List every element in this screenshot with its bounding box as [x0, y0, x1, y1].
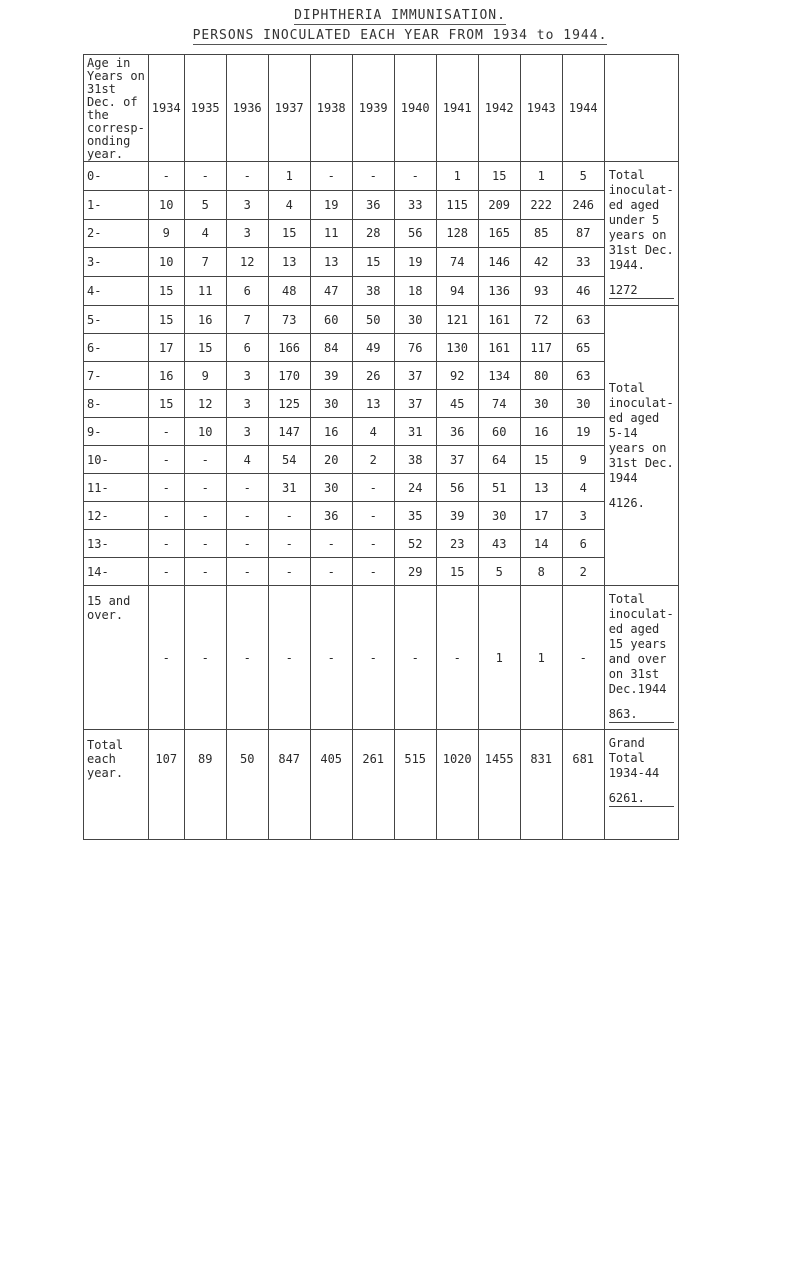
- count-cell: -: [184, 446, 226, 474]
- count-cell: 33: [562, 248, 604, 277]
- count-cell: 15: [148, 306, 184, 334]
- count-cell: 146: [478, 248, 520, 277]
- count-cell: 31: [394, 418, 436, 446]
- count-cell: 16: [184, 306, 226, 334]
- age-group-label: 15 and over.: [84, 586, 149, 730]
- count-cell: 30: [520, 390, 562, 418]
- count-cell: 15: [352, 248, 394, 277]
- count-cell: 7: [184, 248, 226, 277]
- count-cell: 17: [520, 502, 562, 530]
- age-group-label: 13-: [84, 530, 149, 558]
- count-cell: 13: [352, 390, 394, 418]
- count-cell: 16: [148, 362, 184, 390]
- side-note-age5_14: [604, 306, 678, 586]
- table-row: [84, 558, 679, 586]
- count-cell: 30: [394, 306, 436, 334]
- year-header: 1939: [352, 55, 394, 162]
- count-cell: 43: [478, 530, 520, 558]
- count-cell: -: [352, 558, 394, 586]
- count-cell: 117: [520, 334, 562, 362]
- side-note-text: Total inoculat- ed aged under 5 years on 31st Dec. 1944.: [608, 168, 674, 272]
- count-cell: 74: [436, 248, 478, 277]
- count-cell: 42: [520, 248, 562, 277]
- count-cell: -: [184, 474, 226, 502]
- count-cell: 64: [478, 446, 520, 474]
- count-cell: 46: [562, 277, 604, 306]
- table-row: [84, 530, 679, 558]
- count-cell: 6: [562, 530, 604, 558]
- count-cell: 37: [394, 390, 436, 418]
- total-cell: 831: [520, 730, 562, 840]
- table-row-totals: [84, 730, 679, 840]
- notes-column-header: [604, 55, 678, 162]
- year-header: 1934: [148, 55, 184, 162]
- inoculation-table: [83, 54, 679, 840]
- age-group-label: 0-: [84, 162, 149, 191]
- count-cell: 37: [394, 362, 436, 390]
- count-cell: 8: [520, 558, 562, 586]
- count-cell: -: [310, 586, 352, 730]
- count-cell: 38: [394, 446, 436, 474]
- count-cell: 63: [562, 306, 604, 334]
- count-cell: 15: [268, 219, 310, 248]
- year-header: 1937: [268, 55, 310, 162]
- count-cell: -: [562, 586, 604, 730]
- count-cell: 87: [562, 219, 604, 248]
- table-row: [84, 248, 679, 277]
- count-cell: 13: [268, 248, 310, 277]
- count-cell: 165: [478, 219, 520, 248]
- total-cell: 50: [226, 730, 268, 840]
- count-cell: 16: [310, 418, 352, 446]
- count-cell: 1: [436, 162, 478, 191]
- count-cell: 38: [352, 277, 394, 306]
- count-cell: 161: [478, 306, 520, 334]
- count-cell: -: [268, 586, 310, 730]
- side-note-grand-total: [604, 730, 678, 840]
- total-cell: 847: [268, 730, 310, 840]
- side-note-total: 6261.: [609, 791, 674, 807]
- count-cell: -: [148, 418, 184, 446]
- table-row: [84, 362, 679, 390]
- count-cell: 15: [520, 446, 562, 474]
- count-cell: -: [184, 586, 226, 730]
- total-cell: 261: [352, 730, 394, 840]
- count-cell: 16: [520, 418, 562, 446]
- year-header: 1935: [184, 55, 226, 162]
- age-group-label: 3-: [84, 248, 149, 277]
- total-cell: 1455: [478, 730, 520, 840]
- count-cell: 2: [562, 558, 604, 586]
- age-group-label: 11-: [84, 474, 149, 502]
- count-cell: 17: [148, 334, 184, 362]
- count-cell: 48: [268, 277, 310, 306]
- table-row: [84, 162, 679, 191]
- count-cell: -: [394, 586, 436, 730]
- count-cell: -: [184, 502, 226, 530]
- side-note-total: 863.: [609, 707, 674, 723]
- page-title: DIPHTHERIA IMMUNISATION.: [294, 8, 506, 23]
- count-cell: 246: [562, 190, 604, 219]
- count-cell: -: [352, 162, 394, 191]
- age-group-label: 9-: [84, 418, 149, 446]
- count-cell: 56: [394, 219, 436, 248]
- count-cell: 30: [478, 502, 520, 530]
- count-cell: -: [148, 502, 184, 530]
- count-cell: 19: [310, 190, 352, 219]
- count-cell: 50: [352, 306, 394, 334]
- count-cell: 45: [436, 390, 478, 418]
- total-cell: 681: [562, 730, 604, 840]
- count-cell: -: [148, 162, 184, 191]
- side-note-text: Grand Total 1934-44: [608, 736, 660, 780]
- total-cell: 89: [184, 730, 226, 840]
- count-cell: 30: [310, 474, 352, 502]
- header-row: [84, 55, 679, 162]
- count-cell: 15: [148, 390, 184, 418]
- count-cell: -: [352, 474, 394, 502]
- count-cell: -: [436, 586, 478, 730]
- count-cell: -: [268, 530, 310, 558]
- count-cell: 63: [562, 362, 604, 390]
- count-cell: 5: [562, 162, 604, 191]
- count-cell: 29: [394, 558, 436, 586]
- page-subtitle: PERSONS INOCULATED EACH YEAR FROM 1934 to 1944.: [192, 28, 608, 43]
- total-cell: 1020: [436, 730, 478, 840]
- count-cell: 80: [520, 362, 562, 390]
- count-cell: 36: [310, 502, 352, 530]
- count-cell: 13: [520, 474, 562, 502]
- count-cell: 12: [184, 390, 226, 418]
- count-cell: 3: [226, 362, 268, 390]
- table-row: [84, 219, 679, 248]
- count-cell: 93: [520, 277, 562, 306]
- count-cell: 73: [268, 306, 310, 334]
- count-cell: 11: [310, 219, 352, 248]
- count-cell: 222: [520, 190, 562, 219]
- count-cell: 4: [352, 418, 394, 446]
- count-cell: 3: [226, 418, 268, 446]
- table-row: [84, 277, 679, 306]
- count-cell: 60: [478, 418, 520, 446]
- count-cell: 19: [562, 418, 604, 446]
- count-cell: 3: [226, 219, 268, 248]
- table-row: [84, 418, 679, 446]
- count-cell: -: [148, 530, 184, 558]
- age-group-label: 4-: [84, 277, 149, 306]
- year-header: 1940: [394, 55, 436, 162]
- year-header: 1941: [436, 55, 478, 162]
- count-cell: 24: [394, 474, 436, 502]
- count-cell: 3: [226, 190, 268, 219]
- count-cell: 147: [268, 418, 310, 446]
- table-row: [84, 306, 679, 334]
- count-cell: -: [226, 586, 268, 730]
- age-group-label: 5-: [84, 306, 149, 334]
- count-cell: 26: [352, 362, 394, 390]
- count-cell: 92: [436, 362, 478, 390]
- count-cell: 15: [184, 334, 226, 362]
- count-cell: 4: [562, 474, 604, 502]
- table-row: [84, 474, 679, 502]
- count-cell: -: [148, 558, 184, 586]
- count-cell: 134: [478, 362, 520, 390]
- side-note-under5: [604, 162, 678, 306]
- age-group-label: 8-: [84, 390, 149, 418]
- age-group-label: 12-: [84, 502, 149, 530]
- count-cell: 121: [436, 306, 478, 334]
- count-cell: -: [184, 558, 226, 586]
- count-cell: 47: [310, 277, 352, 306]
- count-cell: 23: [436, 530, 478, 558]
- count-cell: 94: [436, 277, 478, 306]
- count-cell: 54: [268, 446, 310, 474]
- count-cell: 6: [226, 277, 268, 306]
- count-cell: 28: [352, 219, 394, 248]
- count-cell: 136: [478, 277, 520, 306]
- count-cell: 36: [436, 418, 478, 446]
- side-note-over15: [604, 586, 678, 730]
- age-column-header: Age in Years on 31st Dec. of the corresp- onding year.: [84, 55, 149, 162]
- count-cell: 51: [478, 474, 520, 502]
- count-cell: 3: [226, 390, 268, 418]
- count-cell: 115: [436, 190, 478, 219]
- count-cell: 65: [562, 334, 604, 362]
- count-cell: -: [352, 586, 394, 730]
- count-cell: 31: [268, 474, 310, 502]
- count-cell: 39: [310, 362, 352, 390]
- count-cell: 7: [226, 306, 268, 334]
- count-cell: 170: [268, 362, 310, 390]
- table-row: [84, 390, 679, 418]
- totals-label: Total each year.: [84, 730, 149, 840]
- count-cell: 60: [310, 306, 352, 334]
- count-cell: 56: [436, 474, 478, 502]
- count-cell: -: [226, 474, 268, 502]
- count-cell: 161: [478, 334, 520, 362]
- count-cell: 30: [310, 390, 352, 418]
- count-cell: 9: [148, 219, 184, 248]
- count-cell: 15: [478, 162, 520, 191]
- side-note-total: 4126.: [608, 495, 645, 510]
- count-cell: 9: [562, 446, 604, 474]
- count-cell: 36: [352, 190, 394, 219]
- side-note-text: Total inoculat- ed aged 15 years and over on 31st Dec.1944: [608, 592, 674, 696]
- count-cell: 209: [478, 190, 520, 219]
- age-group-label: 6-: [84, 334, 149, 362]
- count-cell: -: [226, 162, 268, 191]
- count-cell: 39: [436, 502, 478, 530]
- year-header: 1938: [310, 55, 352, 162]
- count-cell: 125: [268, 390, 310, 418]
- table-row: [84, 446, 679, 474]
- table-row: [84, 334, 679, 362]
- count-cell: 74: [478, 390, 520, 418]
- count-cell: 10: [148, 190, 184, 219]
- count-cell: 18: [394, 277, 436, 306]
- count-cell: -: [394, 162, 436, 191]
- count-cell: 6: [226, 334, 268, 362]
- side-note-text: Total inoculat- ed aged 5-14 years on 31st Dec. 1944: [608, 380, 674, 485]
- count-cell: 52: [394, 530, 436, 558]
- count-cell: 3: [562, 502, 604, 530]
- count-cell: 10: [184, 418, 226, 446]
- count-cell: 14: [520, 530, 562, 558]
- count-cell: 4: [226, 446, 268, 474]
- count-cell: 1: [268, 162, 310, 191]
- count-cell: 5: [184, 190, 226, 219]
- count-cell: 84: [310, 334, 352, 362]
- age-group-label: 10-: [84, 446, 149, 474]
- count-cell: -: [268, 502, 310, 530]
- count-cell: 128: [436, 219, 478, 248]
- count-cell: 4: [268, 190, 310, 219]
- count-cell: -: [352, 502, 394, 530]
- count-cell: -: [226, 558, 268, 586]
- side-note-total: 1272: [609, 283, 674, 299]
- count-cell: -: [310, 530, 352, 558]
- total-cell: 515: [394, 730, 436, 840]
- count-cell: -: [184, 162, 226, 191]
- year-header: 1944: [562, 55, 604, 162]
- count-cell: 130: [436, 334, 478, 362]
- count-cell: 30: [562, 390, 604, 418]
- count-cell: -: [310, 558, 352, 586]
- count-cell: 5: [478, 558, 520, 586]
- count-cell: 166: [268, 334, 310, 362]
- count-cell: -: [226, 502, 268, 530]
- table-row: [84, 190, 679, 219]
- table-row: [84, 502, 679, 530]
- age-group-label: 2-: [84, 219, 149, 248]
- age-group-label: 14-: [84, 558, 149, 586]
- count-cell: 2: [352, 446, 394, 474]
- count-cell: -: [148, 446, 184, 474]
- count-cell: 15: [148, 277, 184, 306]
- count-cell: 1: [520, 162, 562, 191]
- count-cell: 35: [394, 502, 436, 530]
- year-header: 1942: [478, 55, 520, 162]
- age-group-label: 7-: [84, 362, 149, 390]
- count-cell: -: [184, 530, 226, 558]
- count-cell: 12: [226, 248, 268, 277]
- count-cell: 72: [520, 306, 562, 334]
- count-cell: 1: [478, 586, 520, 730]
- count-cell: -: [310, 162, 352, 191]
- year-header: 1936: [226, 55, 268, 162]
- count-cell: 4: [184, 219, 226, 248]
- year-header: 1943: [520, 55, 562, 162]
- count-cell: 19: [394, 248, 436, 277]
- count-cell: 9: [184, 362, 226, 390]
- count-cell: 37: [436, 446, 478, 474]
- count-cell: -: [148, 586, 184, 730]
- count-cell: 76: [394, 334, 436, 362]
- count-cell: 20: [310, 446, 352, 474]
- table-row-over15: [84, 586, 679, 730]
- count-cell: 85: [520, 219, 562, 248]
- count-cell: 13: [310, 248, 352, 277]
- count-cell: -: [226, 530, 268, 558]
- count-cell: 15: [436, 558, 478, 586]
- total-cell: 405: [310, 730, 352, 840]
- age-group-label: 1-: [84, 190, 149, 219]
- count-cell: 10: [148, 248, 184, 277]
- count-cell: 33: [394, 190, 436, 219]
- count-cell: 49: [352, 334, 394, 362]
- count-cell: 11: [184, 277, 226, 306]
- count-cell: 1: [520, 586, 562, 730]
- total-cell: 107: [148, 730, 184, 840]
- count-cell: -: [352, 530, 394, 558]
- count-cell: -: [268, 558, 310, 586]
- count-cell: -: [148, 474, 184, 502]
